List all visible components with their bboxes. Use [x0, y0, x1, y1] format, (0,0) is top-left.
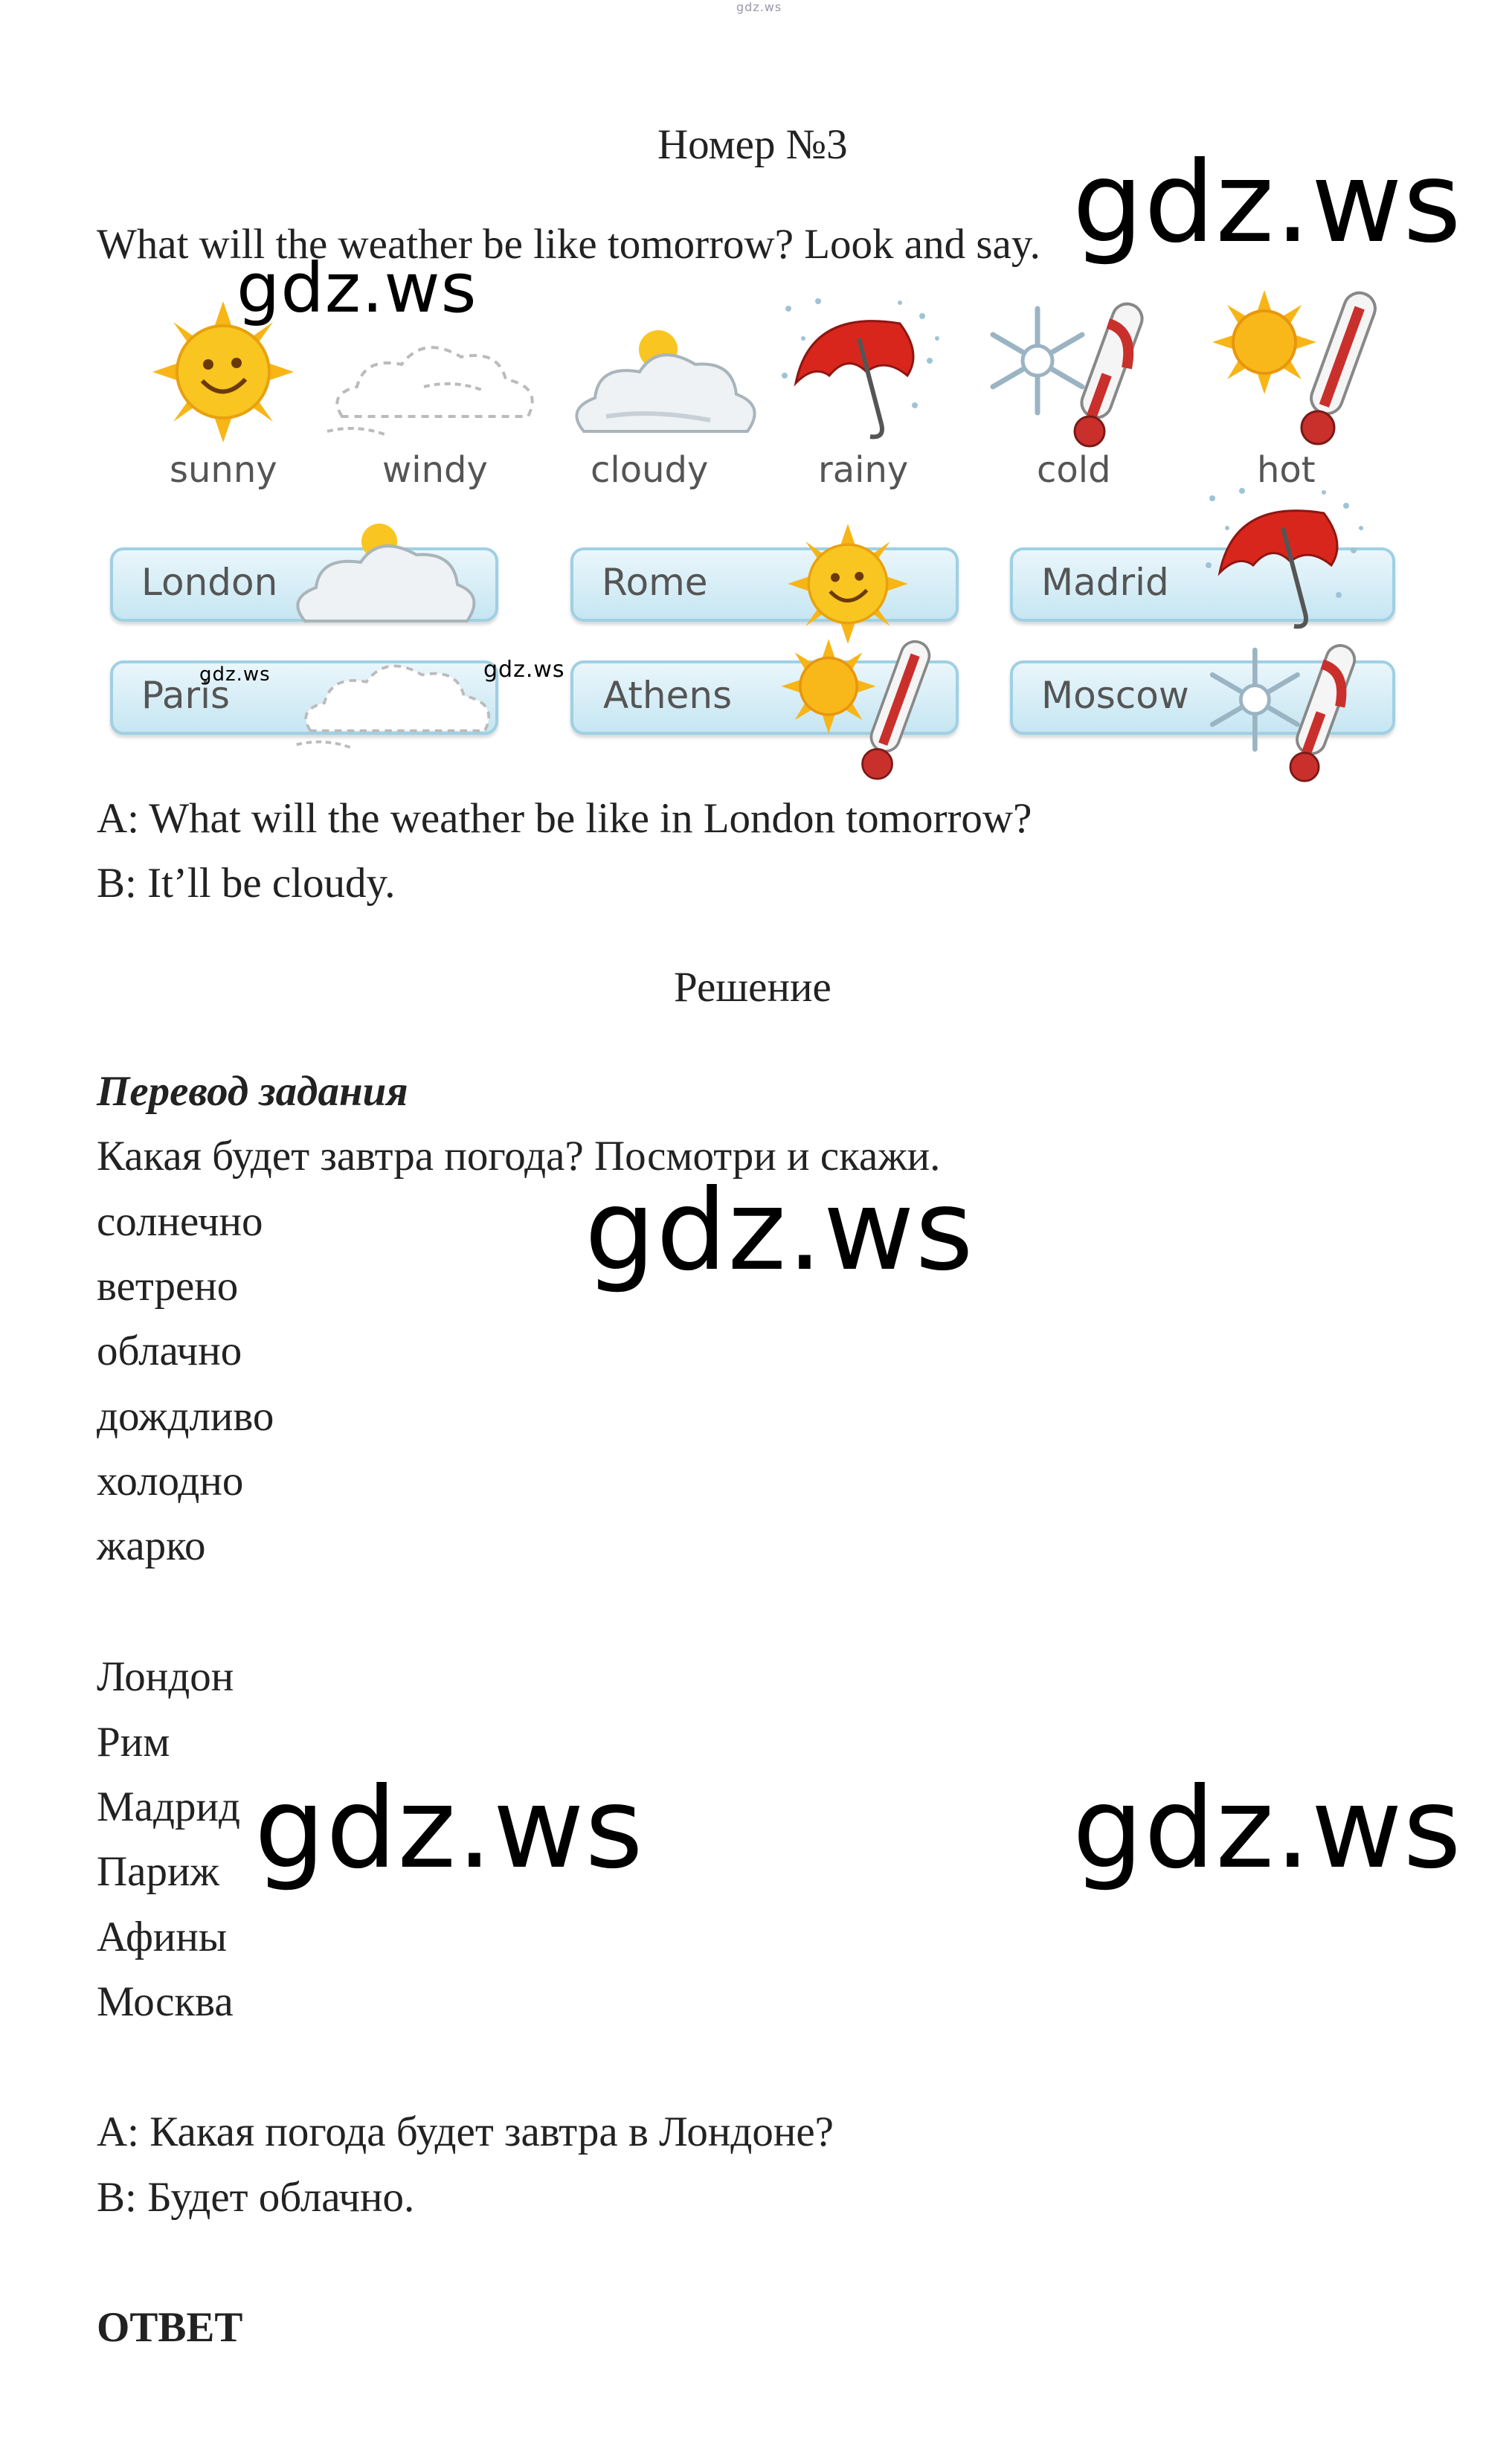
weather-ru-item: холодно: [97, 1458, 244, 1505]
watermark: gdz.ws: [1072, 138, 1462, 268]
answer-heading: ОТВЕТ: [97, 2304, 243, 2351]
watermark: gdz.ws: [254, 1764, 644, 1894]
watermark: gdz.ws: [1072, 1764, 1462, 1894]
translation-text: Какая будет завтра погода? Посмотри и скажи.: [97, 1133, 941, 1180]
label-cold: cold: [1037, 449, 1111, 491]
label-hot: hot: [1257, 449, 1316, 491]
solution-heading: Решение: [674, 964, 831, 1011]
label-windy: windy: [382, 449, 488, 491]
sunny-sun-icon: [149, 297, 297, 446]
windy-cloud-icon: [283, 640, 506, 766]
label-sunny: sunny: [170, 449, 277, 491]
watermark: gdz.ws: [483, 657, 565, 683]
dialog-en-b: B: It’ll be cloudy.: [97, 860, 396, 907]
page-title: Номер №3: [657, 121, 848, 168]
weather-ru-item: облачно: [97, 1328, 242, 1374]
header-watermark: gdz.ws: [736, 0, 782, 14]
windy-cloud-icon: [312, 320, 550, 454]
question-text: What will the weather be like tomorrow? Look and say.: [97, 221, 1040, 268]
dialog-ru-b: B: Будет облачно.: [97, 2174, 415, 2221]
label-rainy: rainy: [818, 449, 909, 491]
cold-snowflake-thermometer-icon: [1201, 636, 1380, 785]
hot-sun-thermometer-icon: [766, 632, 952, 781]
watermark: gdz.ws: [585, 1166, 974, 1296]
rainy-umbrella-icon: [1197, 483, 1368, 640]
translation-heading: Перевод задания: [97, 1068, 408, 1115]
label-cloudy: cloudy: [591, 449, 709, 491]
cold-snowflake-thermometer-icon: [985, 294, 1164, 450]
city-ru-item: Париж: [97, 1848, 219, 1895]
weather-ru-item: солнечно: [97, 1198, 263, 1245]
cloudy-cloud-icon: [562, 320, 770, 454]
watermark: gdz.ws: [237, 248, 477, 328]
city-ru-item: Москва: [97, 1978, 234, 2025]
city-moscow: Moscow: [1041, 674, 1189, 717]
city-paris: Paris: [141, 674, 231, 717]
city-london: London: [141, 561, 278, 604]
cloudy-cloud-icon: [283, 513, 483, 640]
dialog-en-a: A: What will the weather be like in London tomorrow?: [97, 795, 1032, 842]
weather-ru-item: жарко: [97, 1522, 206, 1569]
city-ru-item: Лондон: [97, 1653, 234, 1700]
weather-ru-item: дождливо: [97, 1393, 274, 1440]
city-athens: Athens: [603, 674, 733, 717]
dialog-ru-a: A: Какая погода будет завтра в Лондоне?: [97, 2108, 834, 2155]
rainy-umbrella-icon: [773, 294, 945, 450]
city-ru-item: Мадрид: [97, 1783, 240, 1830]
city-rome: Rome: [602, 561, 708, 604]
hot-sun-thermometer-icon: [1205, 283, 1391, 446]
city-ru-item: Рим: [97, 1719, 170, 1766]
sunny-sun-icon: [785, 521, 911, 647]
city-ru-item: Афины: [97, 1914, 228, 1960]
city-madrid: Madrid: [1041, 561, 1169, 604]
watermark: gdz.ws: [199, 663, 271, 686]
weather-ru-item: ветрено: [97, 1263, 239, 1310]
